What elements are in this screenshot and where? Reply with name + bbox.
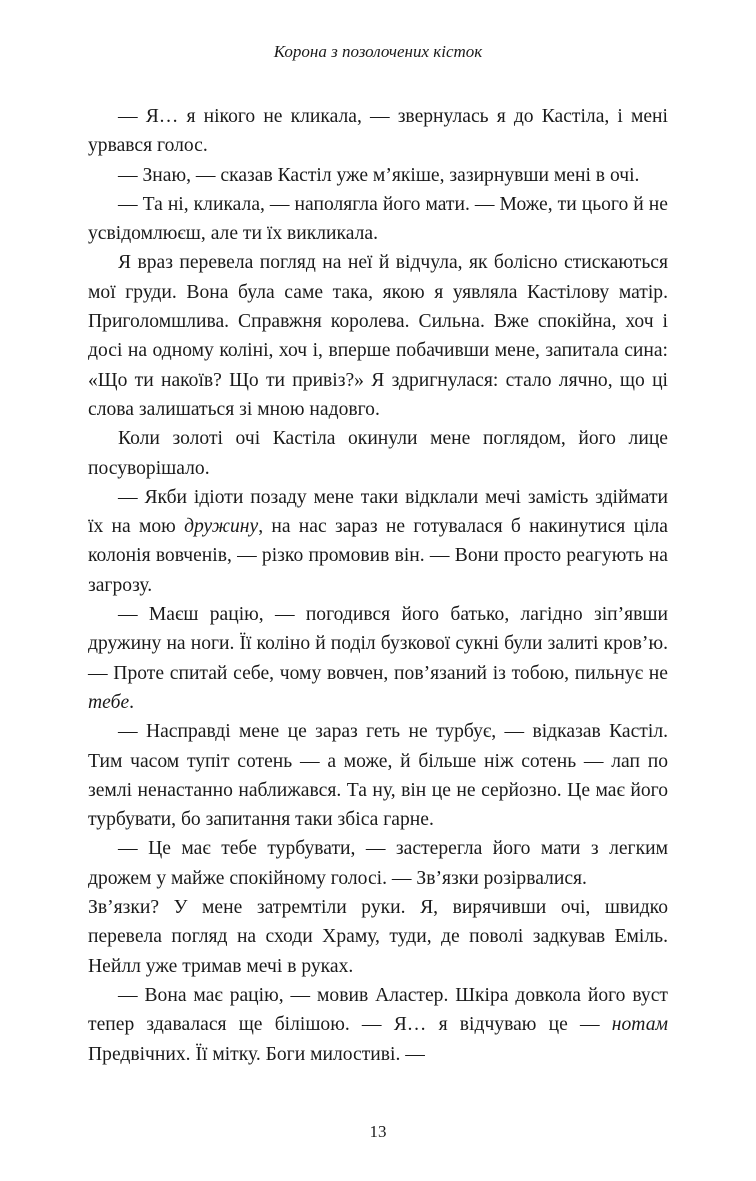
paragraph: — Я… я нікого не кликала, — звернулась я до Кастіла, і мені урвався голос.	[88, 106, 668, 157]
paragraph: Коли золоті очі Кастіла окинули мене поглядом, його лице посуворішало.	[88, 428, 668, 479]
paragraph: — Знаю, — сказав Кастіл уже м’якіше, зазирнувши мені в очі.	[118, 164, 640, 186]
paragraph-text: , на нас зараз не готувалася б накинутися ціла колонія вовченів, — різко промовив він. — Вони просто реагують на загрозу.	[88, 516, 668, 596]
paragraph	[88, 600, 668, 717]
paragraph-text: — Вона має рацію, — мовив Аластер. Шкіра довкола його вуст тепер здавалася ще білішою. — Я… я відчуваю це —	[88, 984, 668, 1036]
paragraph: — Насправді мене це зараз геть не турбує, — відказав Кастіл. Тим часом тупіт сотень — а може, й більше ніж сотень — лап по землі ненастанно наближався. Та ну, він це не серйозно. Це має його турбувати, бо запитання таки збіса гарне.	[88, 721, 668, 831]
page-number: 13	[369, 1122, 387, 1141]
emphasis-text: дружину	[184, 516, 259, 538]
paragraph: Зв’язки? У мене затремтіли руки. Я, вирячивши очі, швидко перевела погляд на сходи Храму, туди, де поволі задкував Еміль. Нейлл уже тримав мечі в руках.	[88, 897, 668, 977]
paragraph	[88, 483, 668, 600]
paragraph: — Та ні, кликала, — наполягла його мати. — Може, ти цього й не усвідомлюєш, але ти їх викликала.	[88, 193, 668, 245]
emphasis-text: тебе	[88, 691, 130, 713]
emphasis-text: нотам	[611, 1014, 668, 1036]
paragraph-text: — Якби ідіоти позаду мене таки відклали мечі замість здіймати їх на мою	[88, 486, 668, 538]
paragraph-text: — Маєш рацію, — погодився його батько, лагідно зіп’явши дружину на ноги. Її коліно й поділ бузкової сукні були залиті кров’ю. — Проте спитай себе, чому вовчен, пов’язаний із тобою, пильнує не	[88, 604, 668, 684]
body-text	[88, 102, 668, 1069]
paragraph: Я враз перевела погляд на неї й відчула, як болісно стискаються мої груди. Вона була саме така, якою я уявляла Кастілову матір. Приголомшлива. Справжня королева. Сильна. Вже спокійна, хоч і досі на одному коліні, хоч і, вперше побачивши мене, запитала сина: «Що ти накоїв? Що ти привіз?» Я здригнулася: стало лячно, що ці слова залишаться зі мною надовго.	[88, 252, 668, 420]
paragraph-text: Предвічних. Її мітку. Боги милостиві. —	[88, 1043, 425, 1065]
running-header: Корона з позолочених кісток	[273, 42, 483, 61]
paragraph-text: .	[129, 691, 135, 713]
paragraph	[88, 981, 668, 1069]
paragraph: — Це має тебе турбувати, — застерегла його мати з легким дрожем у майже спокійному голосі. — Зв’язки розірвалися.	[88, 838, 668, 889]
